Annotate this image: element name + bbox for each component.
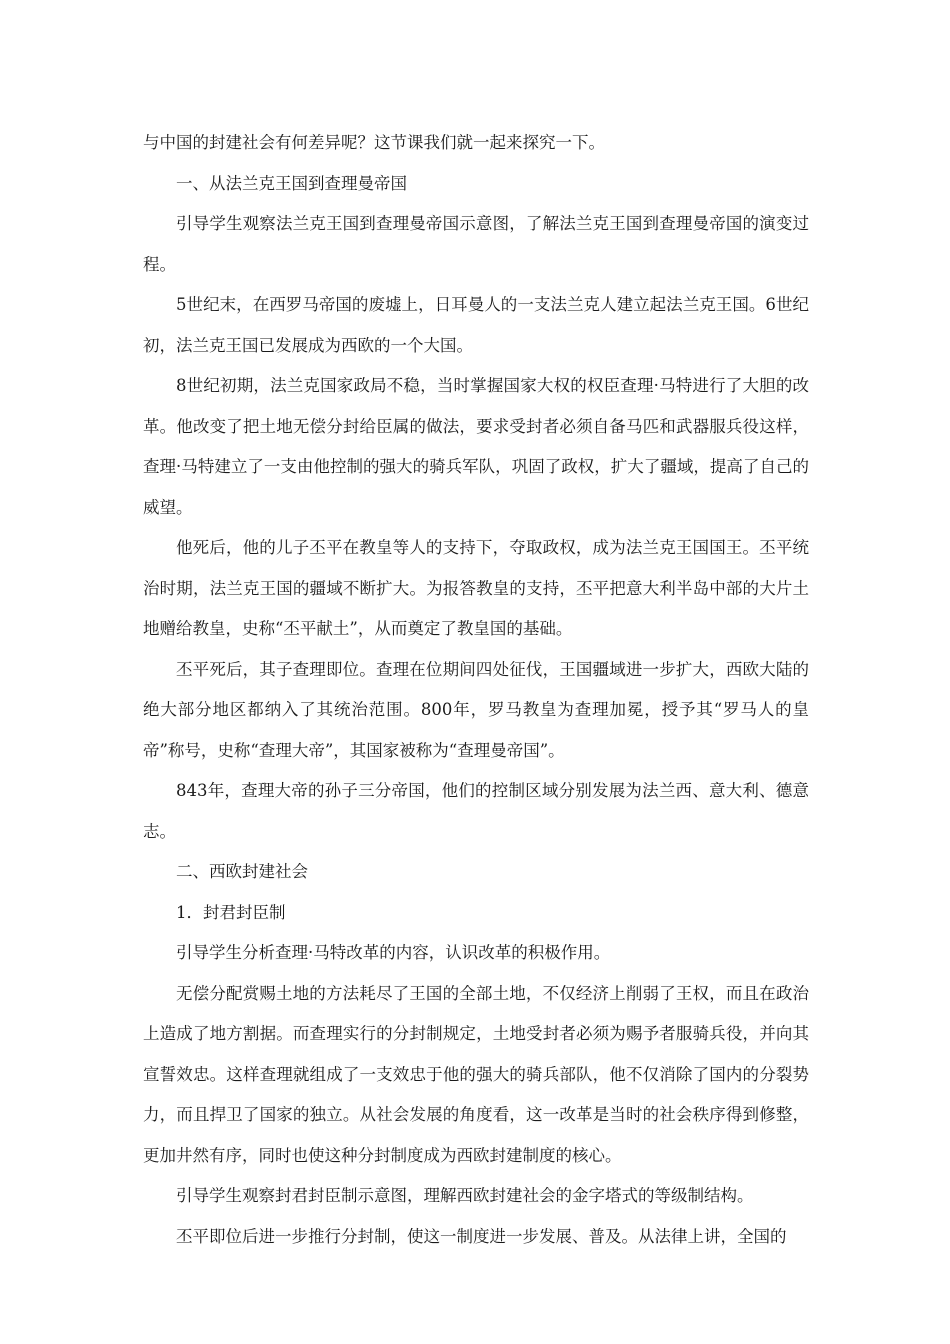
paragraph: 引导学生观察法兰克王国到查理曼帝国示意图，了解法兰克王国到查理曼帝国的演变过程。 bbox=[143, 214, 809, 274]
section-heading-frankish-to-charlemagne: 一、从法兰克王国到查理曼帝国 bbox=[176, 173, 407, 193]
paragraph: 843年，查理大帝的孙子三分帝国，他们的控制区域分别发展为法兰西、意大利、德意志。 bbox=[143, 781, 809, 841]
paragraph: 丕平即位后进一步推行分封制，使这一制度进一步发展、普及。从法律上讲，全国的 bbox=[176, 1226, 787, 1246]
paragraph: 5世纪末，在西罗马帝国的废墟上，日耳曼人的一支法兰克人建立起法兰克王国。6世纪初，法兰克王国已发展成为西欧的一个大国。 bbox=[143, 295, 809, 355]
paragraph-intro: 与中国的封建社会有何差异呢？这节课我们就一起来探究一下。 bbox=[143, 133, 605, 152]
paragraph: 丕平死后，其子查理即位。查理在位期间四处征伐，王国疆域进一步扩大，西欧大陆的绝大部分地区都纳入了其统治范围。800年，罗马教皇为查理加冕，授予其“罗马人的皇帝”称号，史称“查理大帝”，其国家被称为“查理曼帝国”。 bbox=[143, 659, 809, 760]
section-heading-western-european-feudal-society: 二、西欧封建社会 bbox=[176, 862, 308, 881]
paragraph: 他死后，他的儿子丕平在教皇等人的支持下，夺取政权，成为法兰克王国国王。丕平统治时期，法兰克王国的疆域不断扩大。为报答教皇的支持，丕平把意大利半岛中部的大片土地赠给教皇，史称“丕平献土”，从而奠定了教皇国的基础。 bbox=[143, 538, 809, 638]
paragraph: 无偿分配赏赐土地的方法耗尽了王国的全部土地，不仅经济上削弱了王权，而且在政治上造成了地方割据。而查理实行的分封制规定，土地受封者必须为赐予者服骑兵役，并向其宣誓效忠。这样查理就组成了一支效忠于他的强大的骑兵部队，他不仅消除了国内的分裂势力，而且捍卫了国家的独立。从社会发展的角度看，这一改革是当时的社会秩序得到修整，更加井然有序，同时也使这种分封制度成为西欧封建制度的核心。 bbox=[143, 983, 809, 1165]
paragraph: 引导学生观察封君封臣制示意图，理解西欧封建社会的金字塔式的等级制结构。 bbox=[176, 1186, 754, 1205]
paragraph: 引导学生分析查理·马特改革的内容，认识改革的积极作用。 bbox=[176, 943, 611, 962]
subsection-heading-lord-vassal-system: 1．封君封臣制 bbox=[176, 902, 286, 922]
document-body bbox=[143, 123, 809, 1257]
paragraph: 8世纪初期，法兰克国家政局不稳，当时掌握国家大权的权臣查理·马特进行了大胆的改革。他改变了把土地无偿分封给臣属的做法，要求受封者必须自备马匹和武器服兵役这样，查理·马特建立了一支由他控制的强大的骑兵军队，巩固了政权，扩大了疆域，提高了自己的威望。 bbox=[143, 376, 809, 517]
